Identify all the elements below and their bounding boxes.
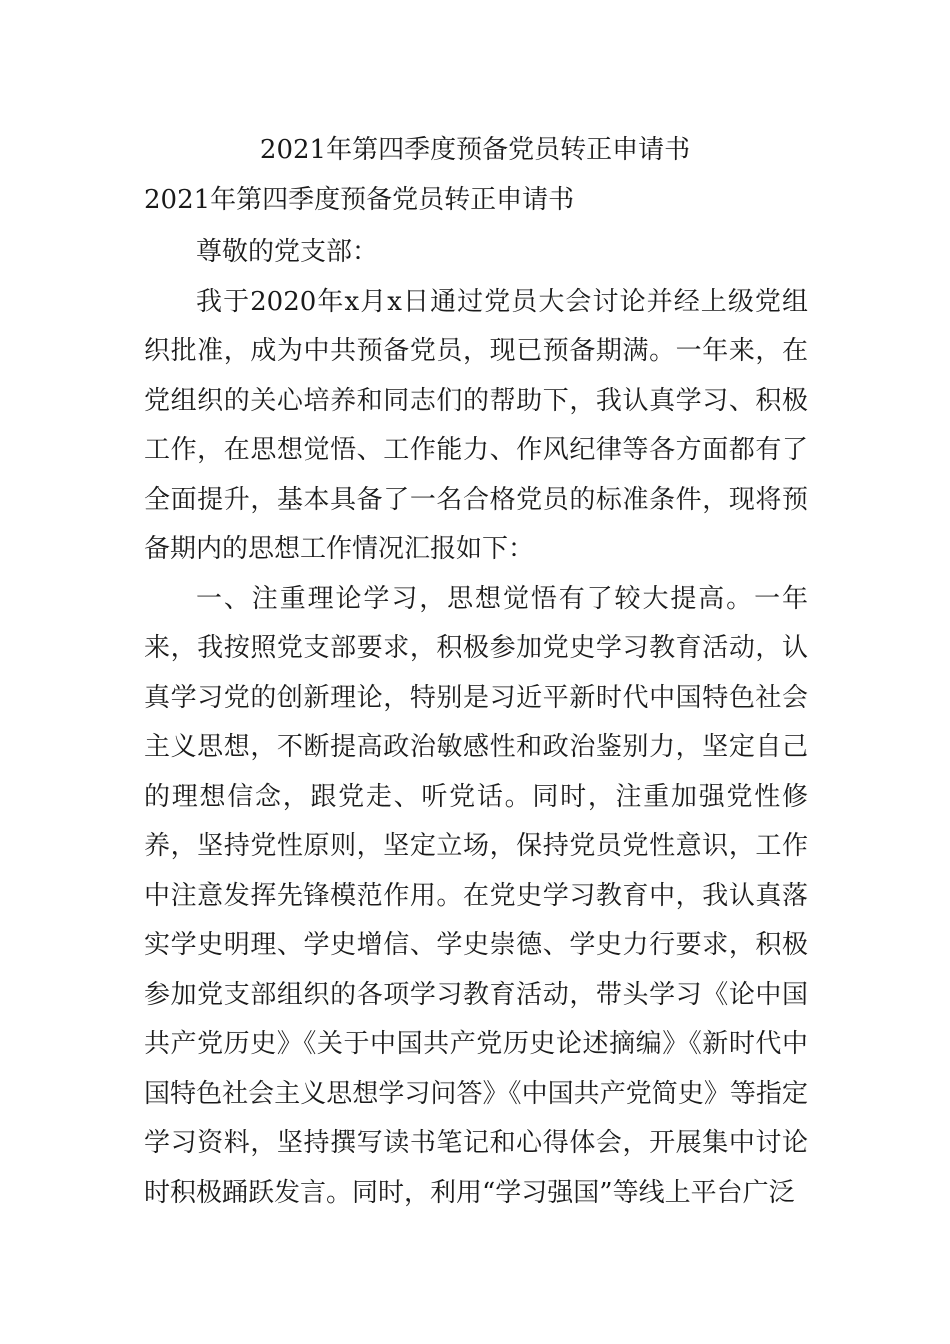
salutation: 尊敬的党支部： [196, 237, 379, 267]
document-title: 2021年第四季度预备党员转正申请书 [259, 135, 691, 165]
document-subtitle: 2021年第四季度预备党员转正申请书 [144, 185, 575, 215]
paragraph-intro: 我于2020年x月x日通过党员大会讨论并经上级党组织批准，成为中共预备党员，现已预备期满。一年来，在党组织的关心培养和同志们的帮助下，我认真学习、积极工作，在思想觉悟、工作能力、作风纪律等各方面都有了全面提升，基本具备了一名合格党员的标准条件，现将预备期内的思想工作情况汇报如下： [144, 286, 808, 564]
paragraph-section-1: 一、注重理论学习，思想觉悟有了较大提高。一年来，我按照党支部要求，积极参加党史学习教育活动，认真学习党的创新理论，特别是习近平新时代中国特色社会主义思想，不断提高政治敏感性和政治鉴别力，坚定自己的理想信念，跟党走、听党话。同时，注重加强党性修养，坚持党性原则，坚定立场，保持党员党性意识，工作中注意发挥先锋模范作用。在党史学习教育中，我认真落实学史明理、学史增信、学史崇德、学史力行要求，积极参加党支部组织的各项学习教育活动，带头学习《论中国共产党历史》《关于中国共产党历史论述摘编》《新时代中国特色社会主义思想学习问答》《中国共产党简史》等指定学习资料，坚持撰写读书笔记和心得体会，开展集中讨论时积极踊跃发言。同时，利用“学习强国”等线上平台广泛 [144, 583, 808, 1208]
document-body [144, 228, 808, 1218]
